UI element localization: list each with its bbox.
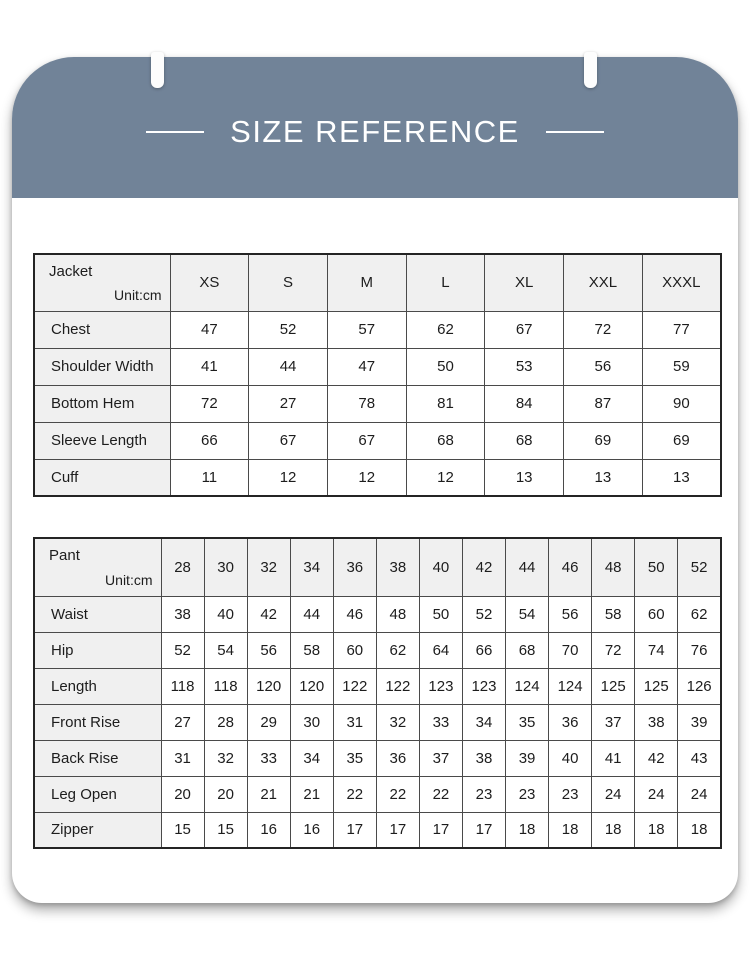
cell-value: 35 <box>506 704 549 740</box>
cell-value: 122 <box>376 668 419 704</box>
cell-value: 17 <box>333 812 376 848</box>
cell-value: 22 <box>376 776 419 812</box>
jacket-corner-label: Jacket <box>49 263 93 280</box>
cell-value: 12 <box>327 459 406 496</box>
cell-value: 37 <box>592 704 635 740</box>
column-header: 50 <box>635 538 678 596</box>
cell-value: 46 <box>333 596 376 632</box>
table-row <box>34 459 721 496</box>
cell-value: 68 <box>406 422 485 459</box>
table-row <box>34 776 721 812</box>
cell-value: 69 <box>564 422 643 459</box>
hanger-notch-right <box>584 52 597 88</box>
cell-value: 15 <box>161 812 204 848</box>
cell-value: 62 <box>678 596 721 632</box>
cell-value: 48 <box>376 596 419 632</box>
cell-value: 16 <box>290 812 333 848</box>
cell-value: 54 <box>506 596 549 632</box>
cell-value: 33 <box>247 740 290 776</box>
cell-value: 42 <box>635 740 678 776</box>
cell-value: 76 <box>678 632 721 668</box>
row-label: Front Rise <box>34 704 161 740</box>
cell-value: 42 <box>247 596 290 632</box>
cell-value: 118 <box>204 668 247 704</box>
row-label: Back Rise <box>34 740 161 776</box>
row-label: Length <box>34 668 161 704</box>
cell-value: 52 <box>462 596 505 632</box>
cell-value: 18 <box>678 812 721 848</box>
cell-value: 57 <box>327 311 406 348</box>
cell-value: 67 <box>249 422 328 459</box>
cell-value: 21 <box>247 776 290 812</box>
column-header: L <box>406 254 485 311</box>
cell-value: 35 <box>333 740 376 776</box>
cell-value: 126 <box>678 668 721 704</box>
column-header: XXL <box>564 254 643 311</box>
cell-value: 17 <box>462 812 505 848</box>
cell-value: 18 <box>592 812 635 848</box>
cell-value: 22 <box>333 776 376 812</box>
cell-value: 39 <box>506 740 549 776</box>
row-label: Zipper <box>34 812 161 848</box>
cell-value: 32 <box>204 740 247 776</box>
table-row <box>34 422 721 459</box>
table-row <box>34 632 721 668</box>
cell-value: 66 <box>462 632 505 668</box>
title-line-right <box>546 131 604 133</box>
cell-value: 41 <box>170 348 249 385</box>
cell-value: 62 <box>376 632 419 668</box>
column-header: 34 <box>290 538 333 596</box>
cell-value: 38 <box>462 740 505 776</box>
cell-value: 29 <box>247 704 290 740</box>
cell-value: 60 <box>635 596 678 632</box>
cell-value: 21 <box>290 776 333 812</box>
table-row <box>34 704 721 740</box>
cell-value: 20 <box>161 776 204 812</box>
cell-value: 18 <box>635 812 678 848</box>
pant-unit-label: Unit:cm <box>105 571 153 588</box>
cell-value: 31 <box>333 704 376 740</box>
pant-corner-cell <box>34 538 161 596</box>
jacket-table-section <box>33 253 722 497</box>
pant-table-section <box>33 537 722 849</box>
cell-value: 122 <box>333 668 376 704</box>
row-label: Leg Open <box>34 776 161 812</box>
cell-value: 56 <box>564 348 643 385</box>
cell-value: 81 <box>406 385 485 422</box>
table-row <box>34 596 721 632</box>
cell-value: 69 <box>642 422 721 459</box>
cell-value: 66 <box>170 422 249 459</box>
cell-value: 50 <box>419 596 462 632</box>
cell-value: 120 <box>247 668 290 704</box>
cell-value: 20 <box>204 776 247 812</box>
column-header: 40 <box>419 538 462 596</box>
cell-value: 34 <box>290 740 333 776</box>
cell-value: 23 <box>549 776 592 812</box>
column-header: 48 <box>592 538 635 596</box>
cell-value: 125 <box>592 668 635 704</box>
cell-value: 40 <box>204 596 247 632</box>
cell-value: 43 <box>678 740 721 776</box>
cell-value: 78 <box>327 385 406 422</box>
cell-value: 72 <box>592 632 635 668</box>
cell-value: 24 <box>678 776 721 812</box>
column-header: 36 <box>333 538 376 596</box>
row-label: Chest <box>34 311 170 348</box>
jacket-corner-cell <box>34 254 170 311</box>
column-header: 28 <box>161 538 204 596</box>
cell-value: 28 <box>204 704 247 740</box>
cell-value: 23 <box>462 776 505 812</box>
cell-value: 32 <box>376 704 419 740</box>
cell-value: 13 <box>485 459 564 496</box>
jacket-size-table <box>33 253 722 497</box>
cell-value: 33 <box>419 704 462 740</box>
title-row <box>146 114 604 150</box>
cell-value: 84 <box>485 385 564 422</box>
cell-value: 30 <box>290 704 333 740</box>
cell-value: 13 <box>564 459 643 496</box>
row-label: Sleeve Length <box>34 422 170 459</box>
cell-value: 56 <box>247 632 290 668</box>
cell-value: 123 <box>419 668 462 704</box>
cell-value: 37 <box>419 740 462 776</box>
column-header: 38 <box>376 538 419 596</box>
cell-value: 47 <box>327 348 406 385</box>
table-row <box>34 311 721 348</box>
cell-value: 120 <box>290 668 333 704</box>
cell-value: 58 <box>290 632 333 668</box>
cell-value: 18 <box>549 812 592 848</box>
cell-value: 24 <box>592 776 635 812</box>
cell-value: 36 <box>549 704 592 740</box>
table-row <box>34 812 721 848</box>
cell-value: 52 <box>161 632 204 668</box>
column-header: XL <box>485 254 564 311</box>
size-reference-card <box>12 57 738 903</box>
column-header: 30 <box>204 538 247 596</box>
cell-value: 41 <box>592 740 635 776</box>
cell-value: 11 <box>170 459 249 496</box>
cell-value: 67 <box>327 422 406 459</box>
title-line-left <box>146 131 204 133</box>
cell-value: 12 <box>249 459 328 496</box>
column-header: 42 <box>462 538 505 596</box>
column-header: XS <box>170 254 249 311</box>
column-header: S <box>249 254 328 311</box>
column-header: 46 <box>549 538 592 596</box>
cell-value: 77 <box>642 311 721 348</box>
cell-value: 34 <box>462 704 505 740</box>
cell-value: 64 <box>419 632 462 668</box>
cell-value: 17 <box>376 812 419 848</box>
cell-value: 27 <box>161 704 204 740</box>
column-header: XXXL <box>642 254 721 311</box>
column-header: M <box>327 254 406 311</box>
row-label: Cuff <box>34 459 170 496</box>
cell-value: 18 <box>506 812 549 848</box>
cell-value: 70 <box>549 632 592 668</box>
cell-value: 123 <box>462 668 505 704</box>
jacket-header-row <box>34 254 721 311</box>
cell-value: 72 <box>564 311 643 348</box>
row-label: Waist <box>34 596 161 632</box>
cell-value: 59 <box>642 348 721 385</box>
cell-value: 60 <box>333 632 376 668</box>
cell-value: 38 <box>161 596 204 632</box>
cell-value: 16 <box>247 812 290 848</box>
table-row <box>34 348 721 385</box>
cell-value: 72 <box>170 385 249 422</box>
cell-value: 23 <box>506 776 549 812</box>
page-title: SIZE REFERENCE <box>230 113 520 149</box>
cell-value: 56 <box>549 596 592 632</box>
pant-corner-label: Pant <box>49 547 80 564</box>
cell-value: 38 <box>635 704 678 740</box>
cell-value: 39 <box>678 704 721 740</box>
cell-value: 47 <box>170 311 249 348</box>
cell-value: 22 <box>419 776 462 812</box>
jacket-unit-label: Unit:cm <box>114 286 162 303</box>
pant-size-table <box>33 537 722 849</box>
cell-value: 27 <box>249 385 328 422</box>
cell-value: 44 <box>249 348 328 385</box>
cell-value: 13 <box>642 459 721 496</box>
cell-value: 53 <box>485 348 564 385</box>
cell-value: 17 <box>419 812 462 848</box>
cell-value: 87 <box>564 385 643 422</box>
column-header: 52 <box>678 538 721 596</box>
cell-value: 68 <box>506 632 549 668</box>
pant-header-row <box>34 538 721 596</box>
cell-value: 24 <box>635 776 678 812</box>
cell-value: 52 <box>249 311 328 348</box>
row-label: Hip <box>34 632 161 668</box>
cell-value: 50 <box>406 348 485 385</box>
cell-value: 12 <box>406 459 485 496</box>
cell-value: 68 <box>485 422 564 459</box>
cell-value: 67 <box>485 311 564 348</box>
cell-value: 124 <box>549 668 592 704</box>
table-row <box>34 668 721 704</box>
cell-value: 118 <box>161 668 204 704</box>
column-header: 44 <box>506 538 549 596</box>
table-row <box>34 740 721 776</box>
cell-value: 40 <box>549 740 592 776</box>
cell-value: 31 <box>161 740 204 776</box>
cell-value: 58 <box>592 596 635 632</box>
hanger-notch-left <box>151 52 164 88</box>
table-row <box>34 385 721 422</box>
cell-value: 74 <box>635 632 678 668</box>
cell-value: 36 <box>376 740 419 776</box>
row-label: Shoulder Width <box>34 348 170 385</box>
cell-value: 15 <box>204 812 247 848</box>
column-header: 32 <box>247 538 290 596</box>
cell-value: 44 <box>290 596 333 632</box>
cell-value: 90 <box>642 385 721 422</box>
cell-value: 125 <box>635 668 678 704</box>
cell-value: 62 <box>406 311 485 348</box>
cell-value: 54 <box>204 632 247 668</box>
row-label: Bottom Hem <box>34 385 170 422</box>
cell-value: 124 <box>506 668 549 704</box>
card-header <box>12 57 738 198</box>
